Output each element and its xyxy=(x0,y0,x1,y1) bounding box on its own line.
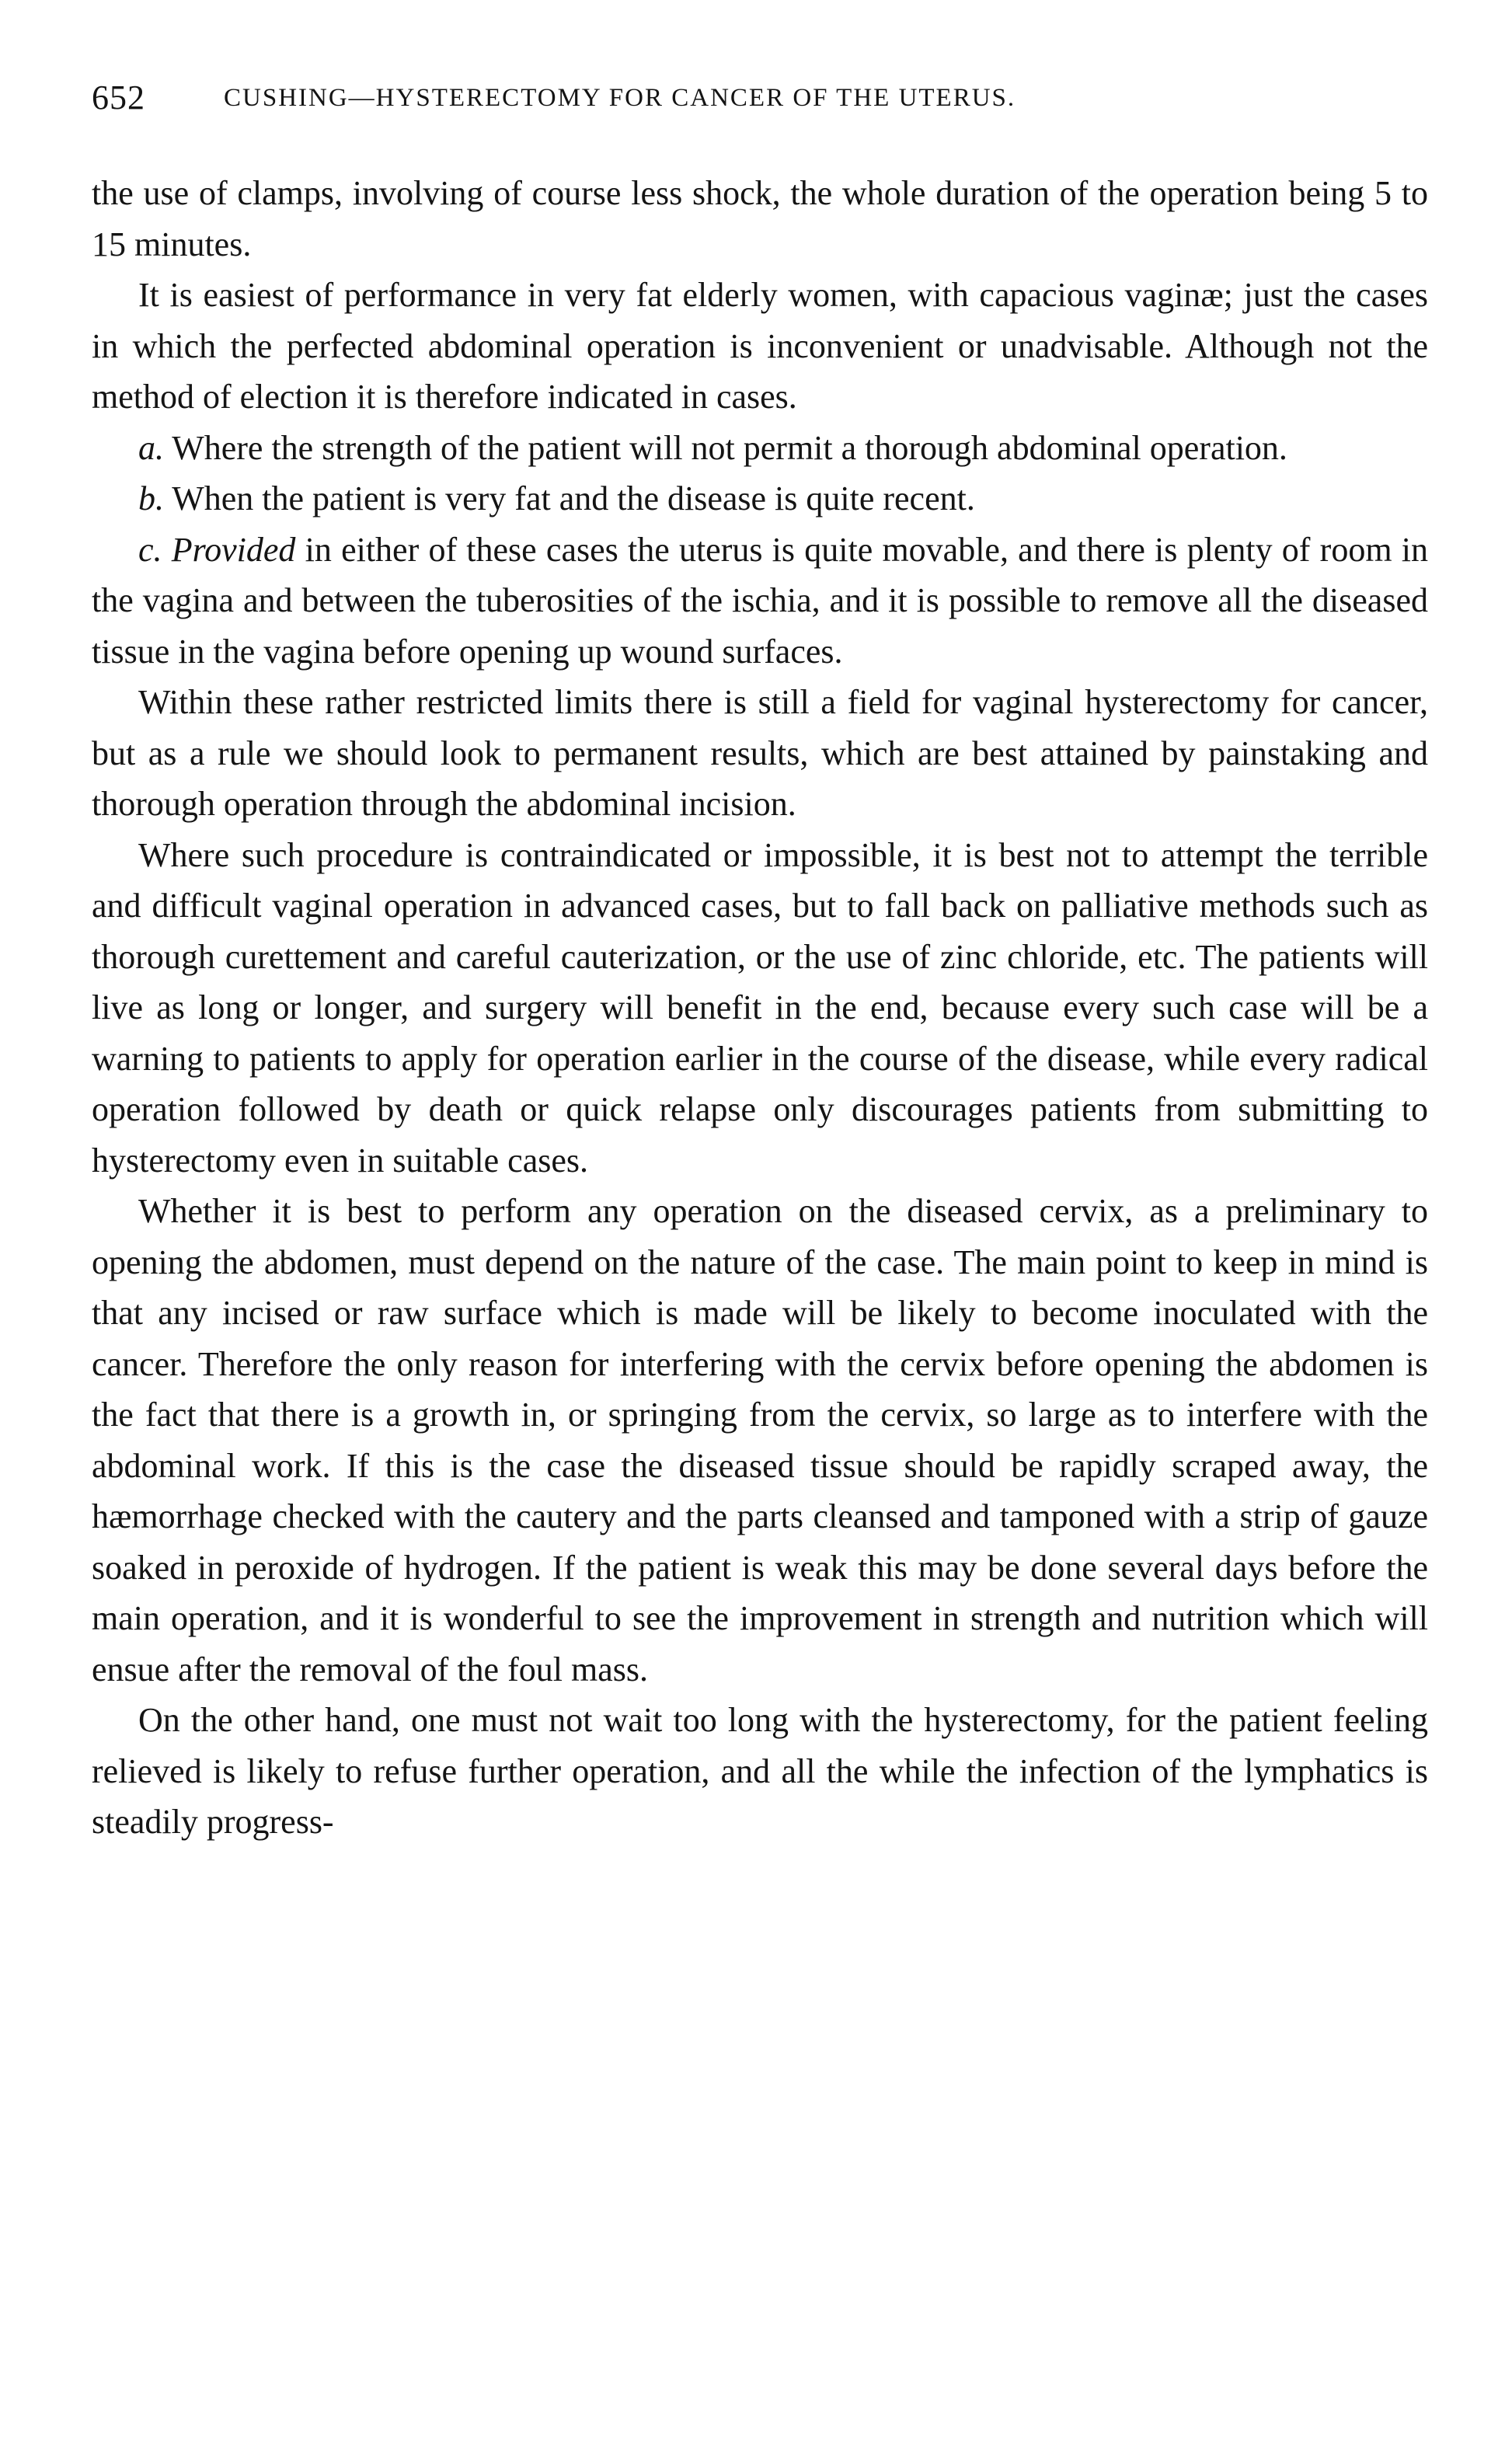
paragraph: It is easiest of performance in very fat elderly women, with capacious vaginæ; just the cases in which the perfected abdominal operation is inconvenient or unadvisable. Although not the method of election it is therefore indicated in cases. xyxy=(92,276,1428,416)
list-item-b xyxy=(92,473,1428,524)
paragraph: On the other hand, one must not wait too long with the hysterectomy, for the patient feeling relieved is likely to refuse further operation, and all the while the infection of the lymphatics is steadily progress- xyxy=(92,1701,1428,1841)
list-item-c xyxy=(92,524,1428,678)
list-item-a xyxy=(92,423,1428,474)
list-item-text: When the patient is very fat and the disease is quite recent. xyxy=(172,479,975,518)
paragraph-continuation: the use of clamps, involving of course less shock, the whole duration of the operation being 5 to 15 minutes. xyxy=(92,174,1428,263)
paragraph: Whether it is best to perform any operation on the diseased cervix, as a preliminary to opening the abdomen, must depend on the nature of the case. The main point to keep in mind is that any incised or raw surface which is made will be likely to become inoculated with the cancer. Therefore the only reason for interfering with the cervix before opening the abdomen is the fact that there is a growth in, or springing from the cervix, so large as to interfere with the abdominal work. If this is the case the diseased tissue should be rapidly scraped away, the hæmorrhage checked with the cautery and the parts cleansed and tamponed with a strip of gauze soaked in peroxide of hydrogen. If the patient is weak this may be done several days before the main operation, and it is wonderful to see the improvement in strength and nutrition which will ensue after the removal of the foul mass. xyxy=(92,1192,1428,1688)
paragraph: Where such procedure is contraindicated or impossible, it is best not to attempt the terrible and difficult vaginal operation in advanced cases, but to fall back on palliative methods such as thorough curettement and careful cauterization, or the use of zinc chloride, etc. The patients will live as long or longer, and surgery will benefit in the end, because every such case will be a warning to patients to apply for operation earlier in the course of the disease, while every radical operation followed by death or quick relapse only discourages patients from submitting to hysterectomy even in suitable cases. xyxy=(92,835,1428,1180)
body-text xyxy=(92,168,1428,1848)
paragraph: Within these rather restricted limits there is still a field for vaginal hysterectomy for cancer, but as a rule we should look to permanent results, which are best attained by painstaking and thorough operation through the abdominal incision. xyxy=(92,683,1428,823)
list-label: c. xyxy=(138,530,162,569)
page-number: 652 xyxy=(92,78,145,117)
list-label: b. xyxy=(138,479,164,518)
list-item-text: in either of these cases the uterus is quite movable, and there is plenty of room in the vagina and between the tuberosities of the ischia, and it is possible to remove all the diseased tissue in the vagina before opening up wound surfaces. xyxy=(92,530,1428,671)
emphasis-provided: Provided xyxy=(171,530,296,569)
book-page xyxy=(92,78,1428,1848)
running-header xyxy=(92,78,1428,140)
running-title: CUSHING—HYSTERECTOMY FOR CANCER OF THE UTERUS. xyxy=(224,84,1016,112)
list-item-text: Where the strength of the patient will not permit a thorough abdominal operation. xyxy=(172,428,1287,467)
list-label: a. xyxy=(138,428,164,467)
